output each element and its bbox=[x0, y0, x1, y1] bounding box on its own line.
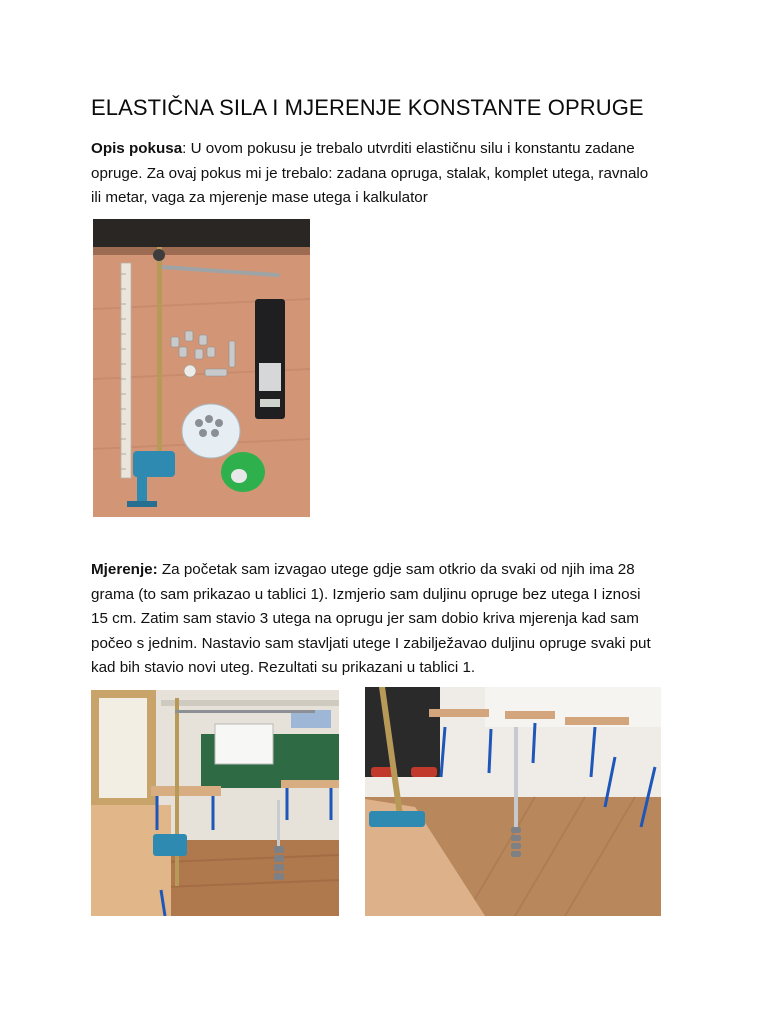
equipment-photo bbox=[93, 219, 310, 517]
measurement-paragraph bbox=[91, 558, 691, 681]
description-line-3: ili metar, vaga za mjerenje mase utega i kalkulator bbox=[91, 189, 428, 206]
description-line-2: opruge. Za ovaj pokus mi je trebalo: zadana opruga, stalak, komplet utega, ravnalo bbox=[91, 164, 649, 182]
measurement-line-4: počeo s jednim. Nastavio sam stavljati utege I zabilježavao duljinu opruge svaki put bbox=[91, 634, 651, 652]
document-title: ELASTIČNA SILA I MJERENJE KONSTANTE OPRUGE bbox=[91, 95, 644, 120]
measurement-line-2: grama (to sam prikazao u tablici 1). Izmjerio sam duljinu opruge bez utega I iznosi bbox=[91, 585, 641, 603]
classroom-setup-photo bbox=[91, 690, 339, 916]
description-line-1 bbox=[91, 137, 691, 162]
measurement-line-5: kad bih stavio novi uteg. Rezultati su prikazani u tablici 1. bbox=[91, 659, 476, 676]
description-label: Opis pokusa bbox=[91, 140, 183, 157]
measurement-line-3: 15 cm. Zatim sam stavio 3 utega na oprugu jer sam dobio kriva mjerenja kad sam bbox=[91, 610, 639, 627]
description-paragraph bbox=[91, 137, 691, 211]
measurement-text-1: Za početak sam izvagao utege gdje sam otkrio da svaki od njih ima 28 bbox=[157, 561, 635, 578]
spring-closeup-photo bbox=[365, 687, 661, 916]
measurement-line-1 bbox=[91, 558, 691, 583]
description-text-1: : U ovom pokusu je trebalo utvrditi elastičnu silu i konstantu zadane bbox=[182, 140, 635, 157]
measurement-label: Mjerenje: bbox=[91, 561, 158, 578]
